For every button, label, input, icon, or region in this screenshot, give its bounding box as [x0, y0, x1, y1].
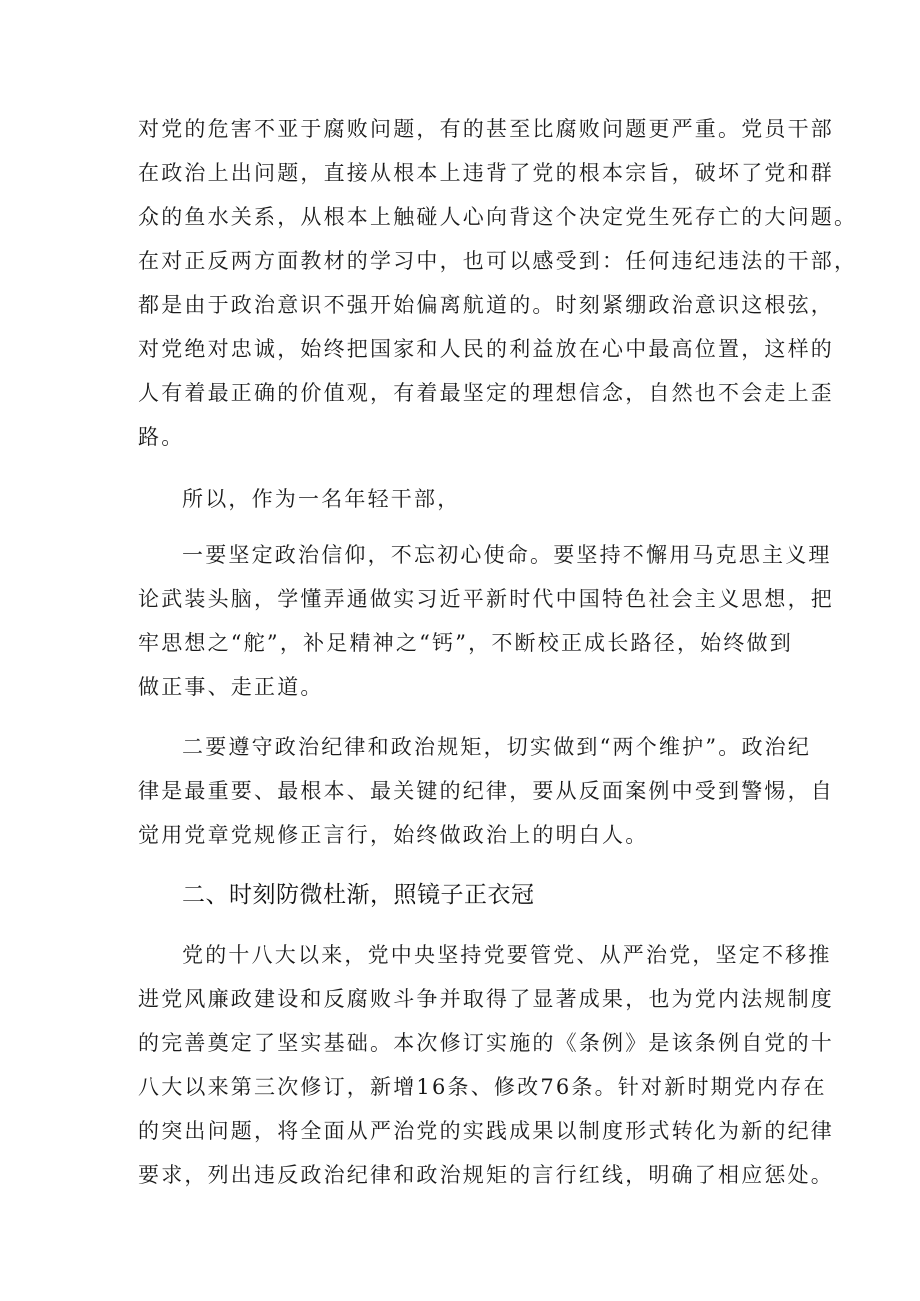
paragraph-line: 在对正反两方面教材的学习中，也可以感受到：任何违纪违法的干部，	[138, 249, 858, 273]
paragraph-line: 律是最重要、最根本、最关键的纪律，要从反面案例中受到警惕，自	[138, 779, 834, 803]
paragraph-line: 对党绝对忠诚，始终把国家和人民的利益放在心中最高位置，这样的	[138, 337, 834, 361]
paragraph-line: 所以，作为一名年轻干部，	[182, 487, 461, 511]
paragraph-line: 二要遵守政治纪律和政治规矩，切实做到“两个维护”。政治纪	[182, 735, 812, 759]
paragraph-line: 论武装头脑，学懂弄通做实习近平新时代中国特色社会主义思想，把	[138, 587, 834, 611]
paragraph-line: 党的十八大以来，党中央坚持党要管党、从严治党，坚定不移推	[182, 943, 832, 967]
paragraph-line: 对党的危害不亚于腐败问题，有的甚至比腐败问题更严重。党员干部	[138, 117, 834, 141]
paragraph-line: 进党风廉政建设和反腐败斗争并取得了显著成果，也为党内法规制度	[138, 987, 834, 1011]
section-heading: 二、时刻防微杜渐，照镜子正衣冠	[182, 882, 535, 908]
paragraph-line: 一要坚定政治信仰，不忘初心使命。要坚持不懈用马克思主义理	[182, 543, 832, 567]
paragraph-line: 在政治上出问题，直接从根本上违背了党的根本宗旨，破坏了党和群	[138, 161, 834, 185]
paragraph-line: 觉用党章党规修正言行，始终做政治上的明白人。	[138, 823, 649, 847]
paragraph-line: 的突出问题，将全面从严治党的实践成果以制度形式转化为新的纪律	[138, 1119, 834, 1143]
paragraph-line: 人有着最正确的价值观，有着最坚定的理想信念，自然也不会走上歪	[138, 381, 834, 405]
paragraph-line: 的完善奠定了坚实基础。本次修订实施的《条例》是该条例自党的十	[138, 1031, 834, 1055]
paragraph-line: 路。	[138, 425, 185, 449]
paragraph-line: 做正事、走正道。	[138, 675, 324, 699]
paragraph-line: 都是由于政治意识不强开始偏离航道的。时刻紧绷政治意识这根弦，	[138, 293, 834, 317]
paragraph-line: 八大以来第三次修订，新增16条、修改76条。针对新时期党内存在	[138, 1075, 827, 1099]
paragraph-line: 要求，列出违反政治纪律和政治规矩的言行红线，明确了相应惩处。	[138, 1163, 834, 1187]
paragraph-line: 牢思想之“舵”，补足精神之“钙”，不断校正成长路径，始终做到	[138, 631, 793, 655]
paragraph-line: 众的鱼水关系，从根本上触碰人心向背这个决定党生死存亡的大问题。	[138, 205, 858, 229]
